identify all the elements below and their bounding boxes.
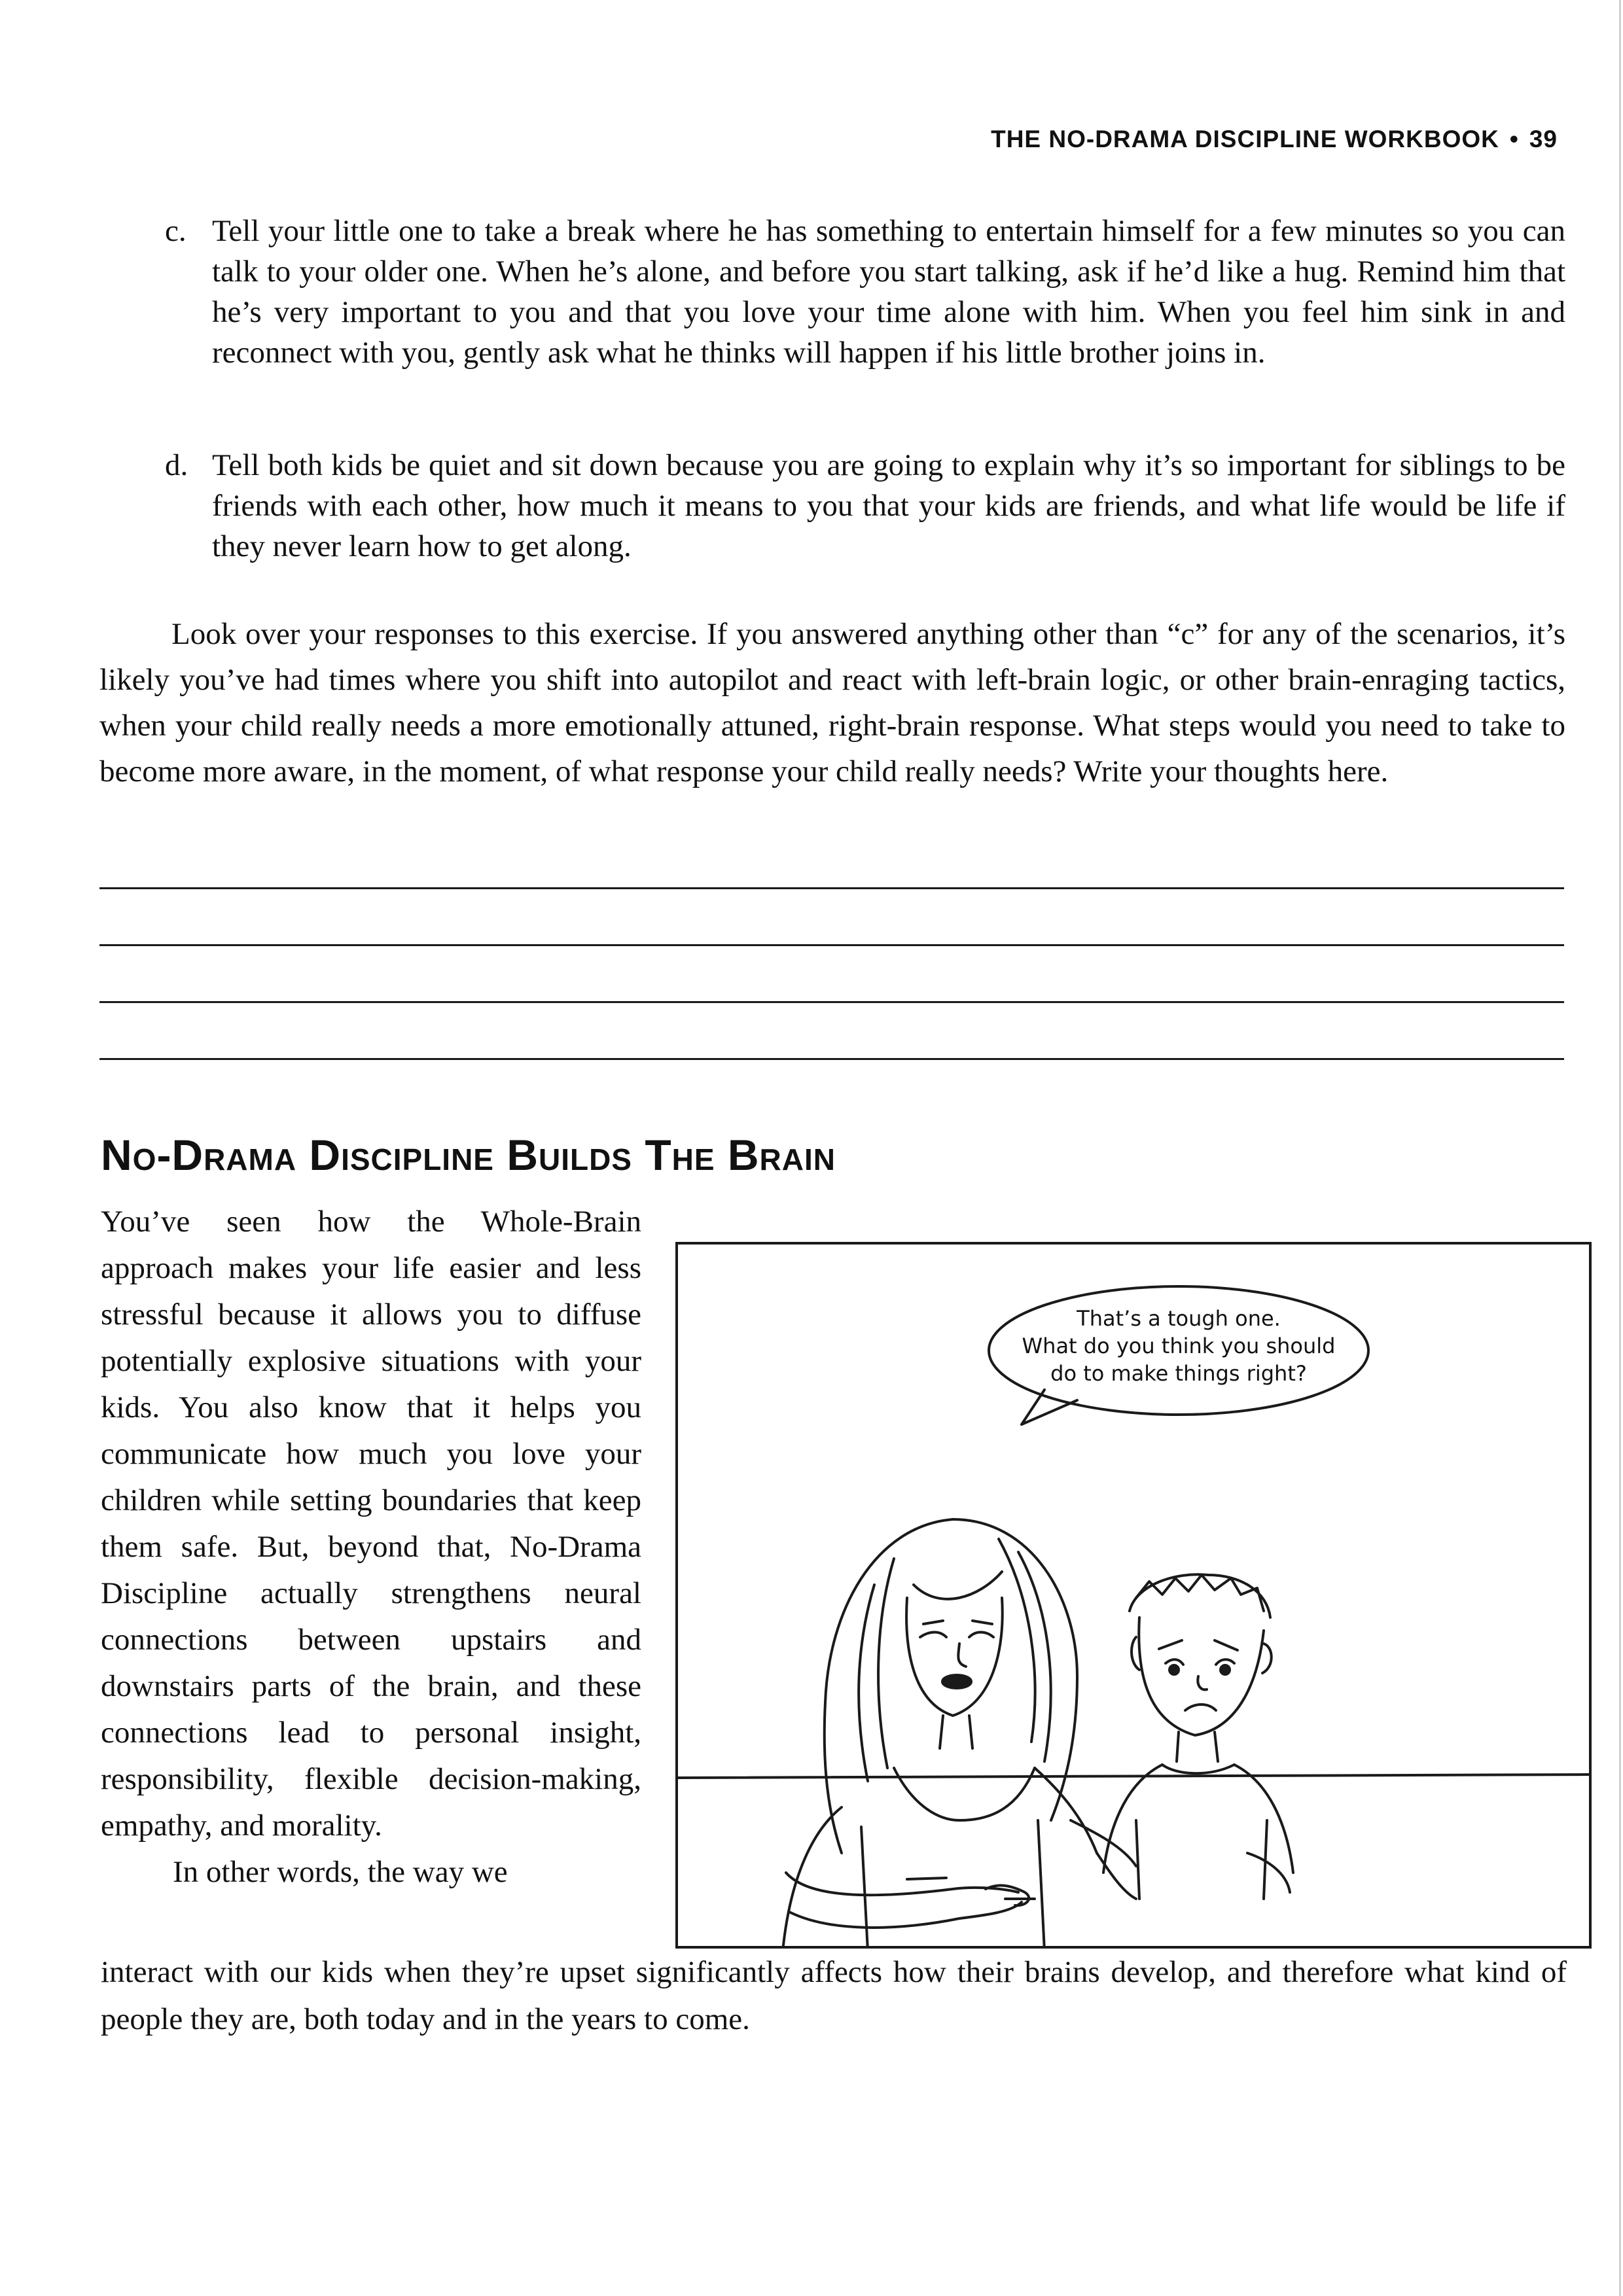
mother-nose (958, 1644, 966, 1667)
mother-hair-left (825, 1519, 953, 1853)
option-c (165, 211, 1565, 373)
section-paragraph-1 (101, 1199, 641, 1896)
boy-shoulder-left (1103, 1765, 1162, 1873)
boy-hair (1130, 1574, 1270, 1617)
option-d (165, 445, 1565, 567)
boy-face (1139, 1617, 1264, 1735)
mother-eye-left (920, 1633, 946, 1638)
mother-mouth (942, 1675, 971, 1688)
table-edge (678, 1775, 1592, 1778)
mother-forearm (786, 1873, 1018, 1895)
option-text: Tell both kids be quiet and sit down because you are going to explain why it’s so important for siblings to be friends with each other, how much it means to you that your kids are friends, and what life would be life if they never learn how to get along. (212, 448, 1565, 563)
boy-eye-right (1216, 1659, 1234, 1665)
mother-eye-right (969, 1633, 993, 1638)
section-heading: No-Drama Discipline Builds The Brain (101, 1131, 836, 1179)
book-title: THE NO-DRAMA DISCIPLINE WORKBOOK (991, 126, 1499, 152)
page-edge (1619, 0, 1621, 2296)
page-number: 39 (1529, 126, 1558, 152)
paragraph-1-text: You’ve seen how the Whole-Brain approach makes your life easier and less stressful because it allows you to diffuse potentially explosive situations with your kids. You also know that it helps you communicate how much you love your children while setting boundaries that keep them safe. But, beyond that, No-Drama Discipline actually strengthens neural connections between upstairs and downstairs parts of the brain, and these connections lead to personal insight, responsibility, flexible decision-making, empathy, and morality. (101, 1205, 641, 1843)
boy-hand (1247, 1853, 1290, 1892)
option-marker: d. (165, 448, 188, 482)
speech-line: do to make things right? (1050, 1361, 1307, 1386)
boy-mouth (1185, 1704, 1216, 1710)
speech-line: That’s a tough one. (1077, 1306, 1281, 1331)
mother-shoulder-right (1035, 1768, 1097, 1853)
cartoon-illustration (675, 1242, 1592, 1949)
option-marker: c. (165, 214, 187, 248)
answer-line[interactable] (99, 1058, 1564, 1060)
running-head (785, 126, 1558, 153)
speech-bubble-text (1022, 1305, 1336, 1387)
answer-line[interactable] (99, 944, 1564, 946)
boy-collar (1162, 1765, 1234, 1773)
option-text: Tell your little one to take a break where he has something to entertain himself for a few minutes so you can talk to your older one. When he’s alone, and before you start talking, ask if he’d like a hug. Remind him that he’s very important to you and that you love your time alone with him. When you feel him sink in and reconnect with you, gently ask what he thinks will happen if his little brother joins in. (212, 214, 1565, 370)
paragraph-2-start: In other words, the way we (173, 1855, 508, 1889)
speech-line: What do you think you should (1022, 1333, 1336, 1358)
mother-face (906, 1598, 1003, 1716)
boy-nose (1198, 1676, 1207, 1689)
section-paragraph-2: interact with our kids when they’re upset significantly affects how their brains develop, and therefore what kind of people they are, both today and in the years to come. (101, 1955, 1567, 2036)
boy-eye-left (1166, 1659, 1183, 1665)
answer-line[interactable] (99, 887, 1564, 889)
speech-bubble-tail (1022, 1390, 1077, 1424)
boy-shoulder-right (1234, 1765, 1293, 1873)
answer-line[interactable] (99, 1001, 1564, 1003)
header-separator: • (1509, 126, 1519, 152)
reflection-paragraph: Look over your responses to this exercise. If you answered anything other than “c” for any of the scenarios, it’s likely you’ve had times where you shift into autopilot and react with left-brain logic, or other brain-enraging tactics, when your child really needs a more emotionally attuned, right-brain response. What steps would you need to take to become more aware, in the moment, of what response your child really needs? Write your thoughts here. (99, 617, 1565, 788)
boy-ear-right (1262, 1644, 1272, 1673)
